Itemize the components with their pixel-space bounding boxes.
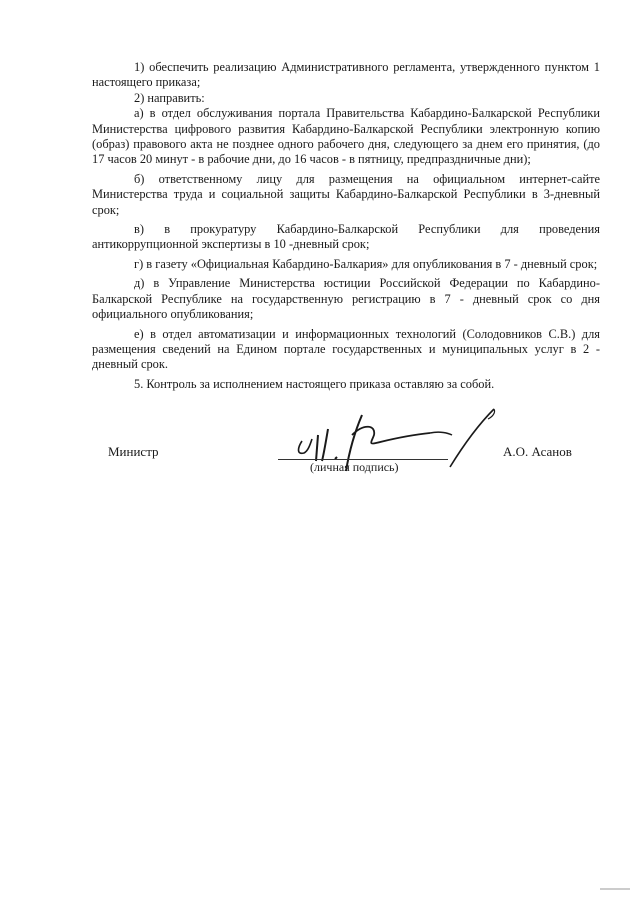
paragraph-item-a: а) в отдел обслуживания портала Правительства Кабардино-Балкарской Республики Министерства цифрового развития Кабардино-Балкарской Республики электронную копию (образ) правового акта не позднее одного рабочего дня, следующего за днем его принятия, (до 17 часов 20 минут - в рабочие дни, до 16 часов - в пятницу, предпраздничные дни);	[92, 106, 600, 167]
signatory-title: Министр	[108, 444, 159, 459]
paragraph-item-v: в) в прокуратуру Кабардино-Балкарской Республики для проведения антикоррупционной экспертизы в 10 -дневный срок;	[92, 222, 600, 252]
paragraph-item-b: б) ответственному лицу для размещения на официальном интернет-сайте Министерства труда и социальной защиты Кабардино-Балкарской Республики в 3-дневный срок;	[92, 171, 600, 217]
paragraph-item-e: е) в отдел автоматизации и информационных технологий (Солодовников С.В.) для размещения сведений на Едином портале государственных и муниципальных услуг в 2 - дневный срок.	[92, 326, 600, 372]
paragraph-item-g: г) в газету «Официальная Кабардино-Балкария» для опубликования в 7 - дневный срок;	[134, 256, 598, 271]
scan-edge-mark	[600, 888, 630, 890]
paragraph-item-2: 2) направить:	[134, 90, 205, 105]
signatory-name: А.О. Асанов	[503, 444, 572, 459]
paragraph-item-5: 5. Контроль за исполнением настоящего приказа оставляю за собой.	[134, 376, 495, 391]
paragraph-item-1: 1) обеспечить реализацию Административного регламента, утвержденного пунктом 1 настоящего приказа;	[92, 60, 600, 90]
signature-caption: (личная подпись)	[310, 460, 399, 474]
paragraph-item-d: д) в Управление Министерства юстиции Российской Федерации по Кабардино-Балкарской Республике на государственную регистрацию в 7 - дневный срок со дня официального опубликования;	[92, 276, 600, 322]
